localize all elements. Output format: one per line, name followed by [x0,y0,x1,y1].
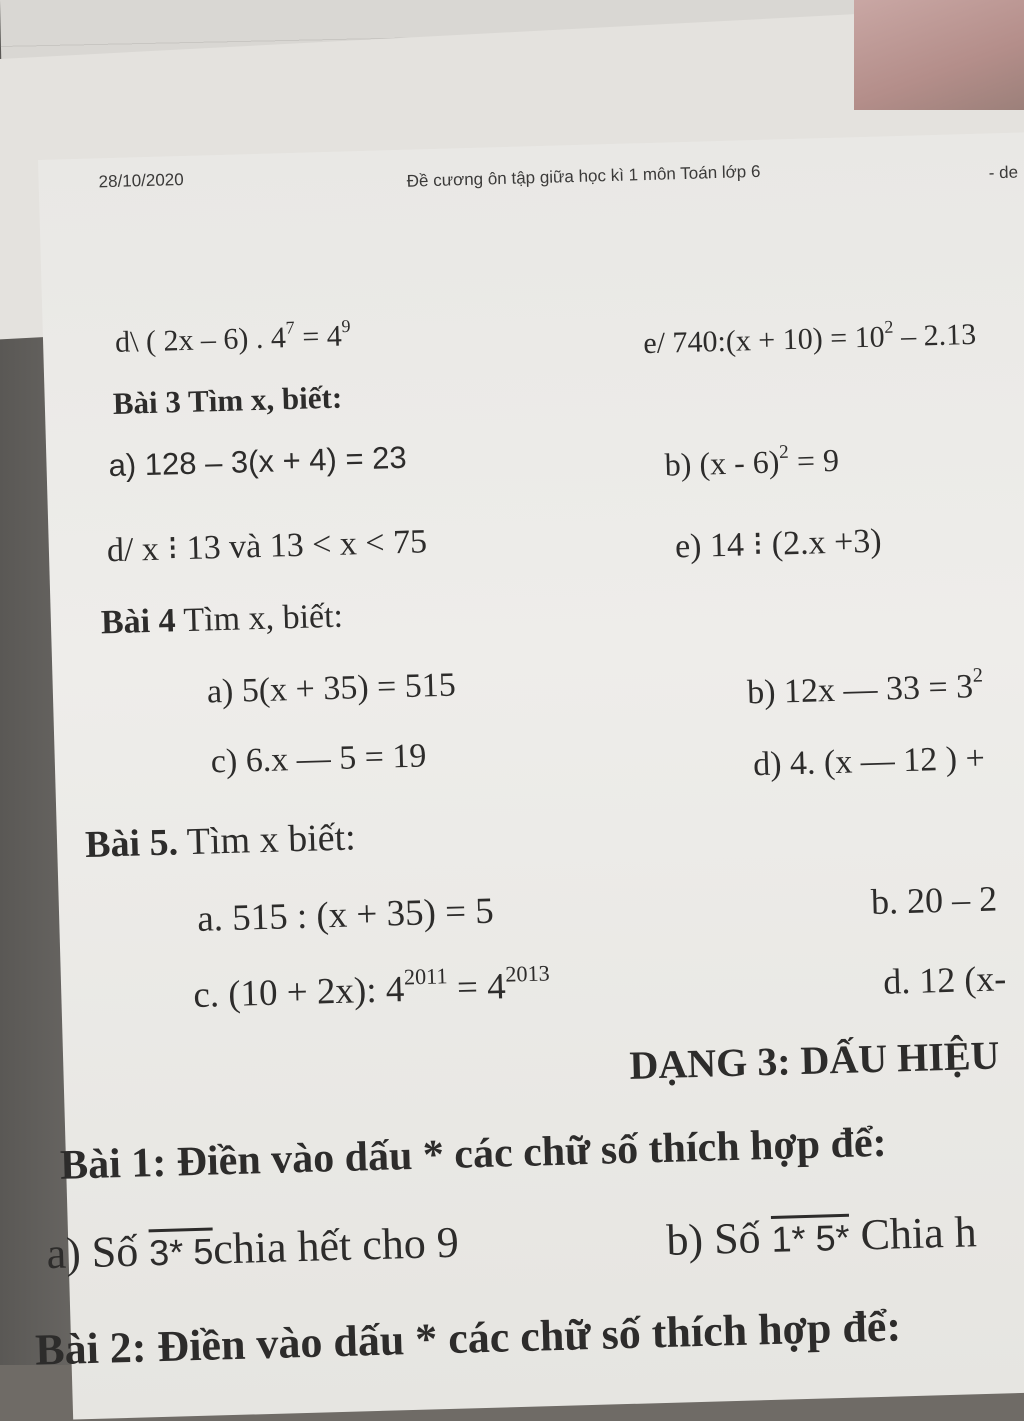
bai5-title: Bài 5. Tìm x biết: [84,816,357,866]
d3-bai1-b: b) Số 1* 5* Chia h [665,1207,978,1265]
bai4-d: d) 4. (x — 12 ) + [752,739,986,784]
header-title: Đề cương ôn tập giữa học kì 1 môn Toán lớp 6 [406,161,761,191]
d3-bai2: Bài 2: Điền vào dấu * các chữ số thích hợp để: [34,1301,902,1375]
bai3-a: a) 128 – 3(x + 4) = 23 [108,439,408,484]
bai4-b: b) 12x — $33 = 3^2$ [746,664,984,712]
dang3-heading: DẠNG 3: DẤU HIỆU [628,1032,1000,1088]
header-right: - de [988,162,1019,183]
exercise-e-previous: e/ 740:(x + $10) = 10^2 - 2.13$ [642,316,977,361]
bai5-b: b. 20 – 2 [870,878,998,923]
bai5-c: c. (10 + 2x): $4^{2011} = 4^{2013}$ [192,960,551,1016]
background-object [854,0,1024,110]
header-date: 28/10/2020 [98,169,184,192]
bai3-e: e) 14 ⁝ (2.x +3) [674,522,883,566]
bai5-a: a. 515 : (x + 35) = 5 [196,890,495,940]
bai4-c: c) 6.x — 5 = 19 [210,737,427,781]
bai4-a: a) 5(x + 35) = 515 [206,666,457,711]
bai3-d: d/ x ⁝ 13 và 13 < x < 75 [106,523,428,570]
bai3-title: Bài 3 Tìm x, biết: [112,379,343,421]
bai4-title: Bài 4 Tìm x, biết: [100,597,344,642]
d3-bai1: Bài 1: Điền vào dấu * các chữ số thích hợp để: [59,1119,888,1189]
bai5-d: d. 12 (x- [882,958,1007,1002]
worksheet-page [34,132,1024,1420]
bai3-b: b) (x - 6)$^2$ = 9 [664,441,840,483]
d3-bai1-a: a) Số 3* 5chia hết cho 9 [45,1217,460,1279]
exercise-d-previous: d\ ( 2x – 6) . $4^7 = 4^9$ [114,315,351,359]
